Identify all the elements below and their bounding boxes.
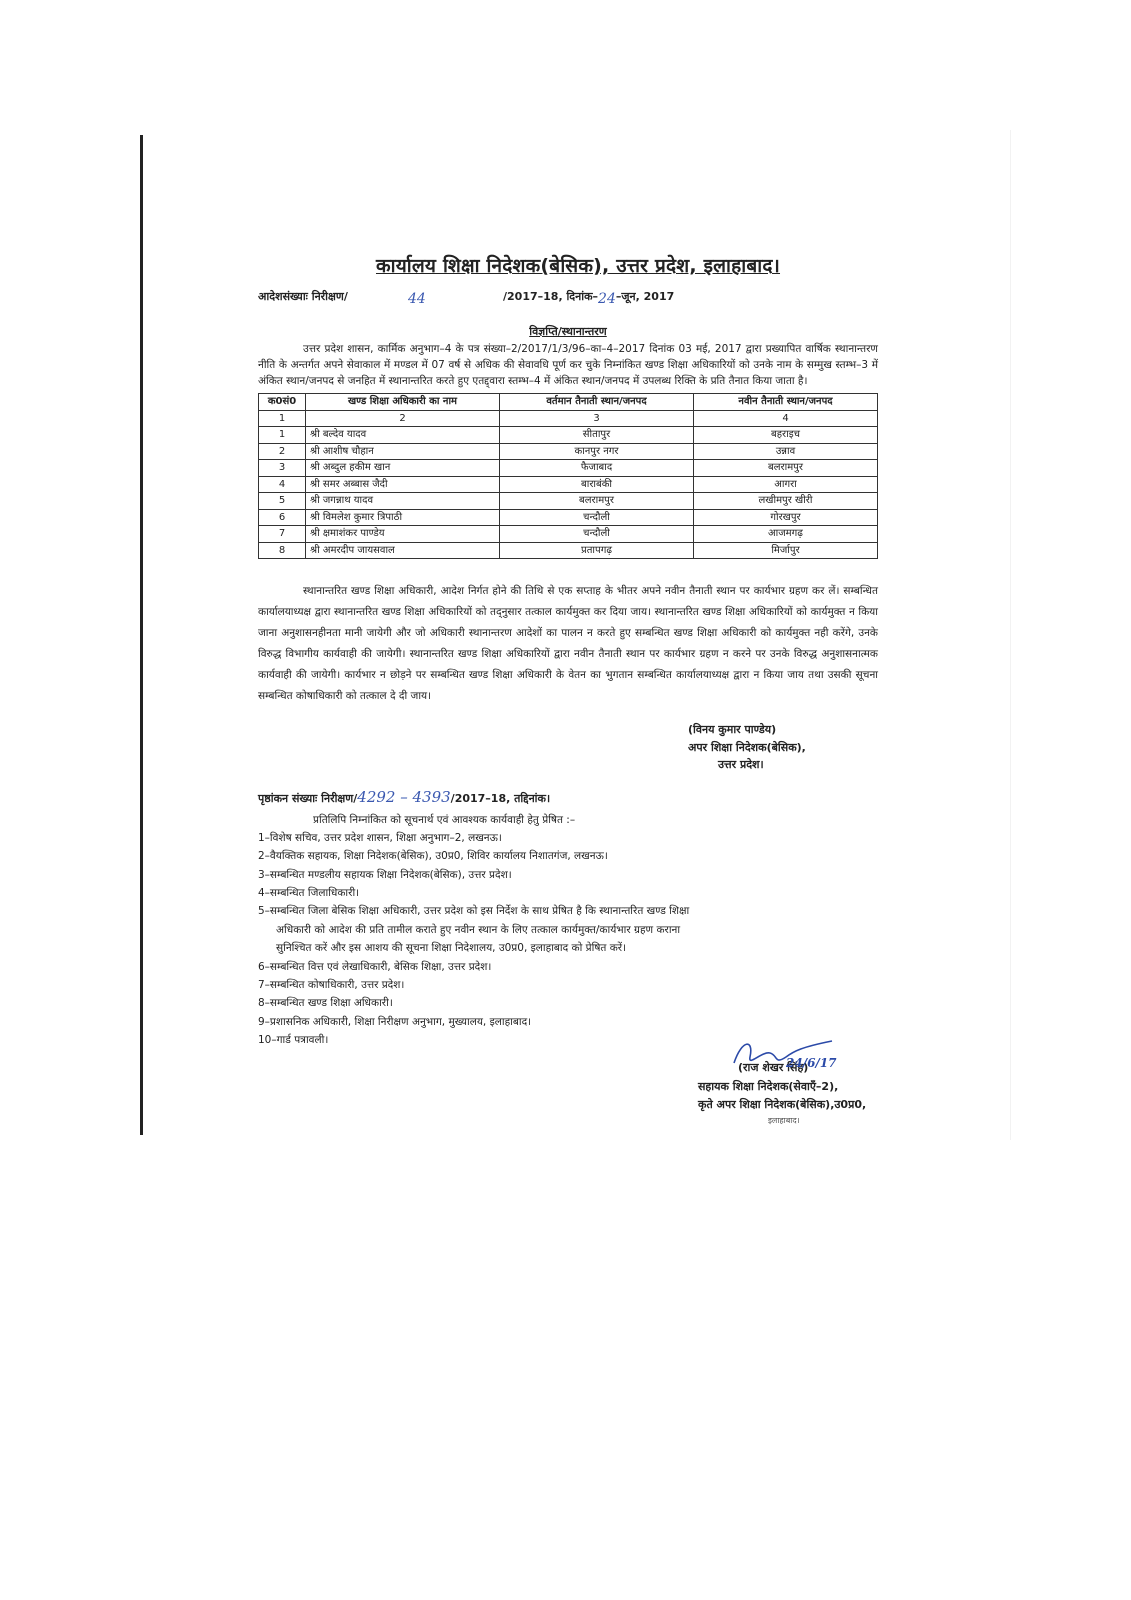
scan-edge-right (1010, 130, 1011, 1140)
cell-serial: 2 (259, 443, 306, 460)
endorsement-number: 4292 – 4393 (357, 788, 451, 807)
table-row (259, 460, 878, 477)
cell-new-posting: गोरखपुर (694, 509, 878, 526)
table-row (259, 542, 878, 559)
cell-serial: 1 (259, 427, 306, 444)
list-item: 4–सम्बन्धित जिलाधिकारी। (258, 887, 360, 900)
column-number: 1 (259, 410, 306, 427)
intro-paragraph: उत्तर प्रदेश शासन, कार्मिक अनुभाग–4 के पत्र संख्या–2/2017/1/3/96–का–4–2017 दिनांक 03 मई, 2017 द्वारा प्रख्यापित वार्षिक स्थानान्तरण नीति के अन्तर्गत अपने सेवाकाल में मण्डल में 07 वर्ष से अधिक की सेवावधि पूर्ण कर चुके निम्नांकित खण्ड शिक्षा अधिकारियों को उनके नाम के सम्मुख स्तम्भ–3 में अंकित स्थान/जनपद से जनहित में स्थानान्तरित करते हुए एतद्द्वारा स्तम्भ–4 में अंकित स्थान/जनपद में उपलब्ध रिक्ति के प्रति तैनात किया जाता है। (258, 343, 878, 387)
cell-current-posting: कानपुर नगर (500, 443, 694, 460)
cell-officer-name: श्री जगन्नाथ यादव (306, 493, 500, 510)
table-row (259, 509, 878, 526)
signatory-name: (राज शेखर सिंह) (738, 1061, 809, 1075)
office-title: कार्यालय शिक्षा निदेशक(बेसिक), उत्तर प्रदेश, इलाहाबाद। (375, 255, 781, 277)
list-item: 8–सम्बन्धित खण्ड शिक्षा अधिकारी। (258, 997, 393, 1010)
cell-officer-name: श्री अमरदीप जायसवाल (306, 542, 500, 559)
copy-distribution-list (258, 811, 878, 1050)
cell-officer-name: श्री क्षमाशंकर पाण्डेय (306, 526, 500, 543)
signature-block-director (688, 721, 878, 774)
header-serial: क0सं0 (259, 394, 306, 411)
list-item: 10–गार्ड पत्रावली। (258, 1034, 329, 1047)
column-number: 4 (694, 410, 878, 427)
column-number: 2 (306, 410, 500, 427)
list-item: 5–सम्बन्धित जिला बेसिक शिक्षा अधिकारी, उत्तर प्रदेश को इस निर्देश के साथ प्रेषित है कि स्थानान्तरित खण्ड शिक्षा (258, 905, 690, 918)
cell-current-posting: फैजाबाद (500, 460, 694, 477)
signatory-name: (विनय कुमार पाण्डेय) (688, 723, 777, 737)
signatory-designation: अपर शिक्षा निदेशक(बेसिक), (688, 740, 806, 754)
cell-serial: 6 (259, 509, 306, 526)
cell-new-posting: बलरामपुर (694, 460, 878, 477)
cell-serial: 8 (259, 542, 306, 559)
signature-date: 24/6/17 (786, 1056, 837, 1071)
document-page (258, 252, 878, 1127)
cell-officer-name: श्री समर अब्बास जैदी (306, 476, 500, 493)
signature-block-assistant (698, 1056, 878, 1127)
list-item: 7–सम्बन्धित कोषाधिकारी, उत्तर प्रदेश। (258, 978, 405, 991)
order-day: 24 (598, 290, 616, 307)
table-column-number-row (259, 410, 878, 427)
cell-officer-name: श्री विमलेश कुमार त्रिपाठी (306, 509, 500, 526)
cell-officer-name: श्री अब्दुल हकीम खान (306, 460, 500, 477)
cell-officer-name: श्री बल्देव यादव (306, 427, 500, 444)
cell-serial: 4 (259, 476, 306, 493)
cell-new-posting: लखीमपुर खीरी (694, 493, 878, 510)
signatory-place: इलाहाबाद। (768, 1115, 800, 1125)
table-row (259, 526, 878, 543)
table-row (259, 476, 878, 493)
cell-new-posting: आजमगढ़ (694, 526, 878, 543)
order-number: 44 (408, 290, 426, 307)
handwritten-signature-icon (728, 1033, 838, 1073)
cell-serial: 5 (259, 493, 306, 510)
cell-serial: 7 (259, 526, 306, 543)
order-month: –जून, 2017 (615, 289, 675, 303)
signatory-place: उत्तर प्रदेश। (718, 758, 764, 772)
endorsement-line (258, 786, 878, 809)
order-suffix: /2017–18, दिनांक– (503, 289, 599, 303)
list-item: 9–प्रशासनिक अधिकारी, शिक्षा निरीक्षण अनुभाग, मुख्यालय, इलाहाबाद। (258, 1015, 532, 1028)
header-current-posting: वर्तमान तैनाती स्थान/जनपद (500, 394, 694, 411)
list-item: 1–विशेष सचिव, उत्तर प्रदेश शासन, शिक्षा अनुभाग–2, लखनऊ। (258, 831, 502, 844)
header-new-posting: नवीन तैनाती स्थान/जनपद (694, 394, 878, 411)
transfer-table (258, 393, 878, 559)
table-header-row (259, 394, 878, 411)
table-row (259, 427, 878, 444)
cell-current-posting: चन्दौली (500, 526, 694, 543)
cell-current-posting: बाराबंकी (500, 476, 694, 493)
list-item: 6–सम्बन्धित वित्त एवं लेखाधिकारी, बेसिक शिक्षा, उत्तर प्रदेश। (258, 960, 492, 973)
cell-new-posting: आगरा (694, 476, 878, 493)
endorsement-suffix: /2017–18, तद्दिनांक। (450, 792, 551, 806)
cell-current-posting: चन्दौली (500, 509, 694, 526)
cell-new-posting: मिर्जापुर (694, 542, 878, 559)
instructions-paragraph: स्थानान्तरित खण्ड शिक्षा अधिकारी, आदेश निर्गत होने की तिथि से एक सप्ताह के भीतर अपने नवीन तैनाती स्थान पर कार्यभार ग्रहण कर लें। सम्बन्धित कार्यालयाध्यक्ष द्वारा स्थानान्तरित खण्ड शिक्षा अधिकारियों को तद्नुसार तत्काल कार्यमुक्त कर दिया जाय। स्थानान्तरित खण्ड शिक्षा अधिकारियों को कार्यमुक्त न किया जाना अनुशासनहीनता मानी जायेगी और जो अधिकारी स्थानान्तरण आदेशों का पालन न करते हुए सम्बन्धित खण्ड शिक्षा अधिकारी को कार्यमुक्त नही करेंगे, उनके विरुद्ध विभागीय कार्यवाही की जायेगी। स्थानान्तरित खण्ड शिक्षा अधिकारियों द्वारा नवीन तैनाती स्थान पर कार्यभार ग्रहण न करने पर उनके विरुद्ध अनुशासनात्मक कार्यवाही की जायेगी। कार्यभार न छोड़ने पर सम्बन्धित खण्ड शिक्षा अधिकारी के वेतन का भुगतान सम्बन्धित कार्यालयाध्यक्ष द्वारा न किया जाय तथा उसकी सूचना सम्बन्धित कोषाधिकारी को तत्काल दे दी जाय। (258, 585, 878, 703)
list-item: 2–वैयक्तिक सहायक, शिक्षा निदेशक(बेसिक), उ0प्र0, शिविर कार्यालय निशातगंज, लखनऊ। (258, 850, 608, 863)
table-row (259, 443, 878, 460)
cell-current-posting: प्रतापगढ़ (500, 542, 694, 559)
table-row (259, 493, 878, 510)
list-item-continuation: सुनिश्चित करें और इस आशय की सूचना शिक्षा निदेशालय, उ0प्र0, इलाहाबाद को प्रेषित करें। (276, 942, 627, 955)
signatory-designation: सहायक शिक्षा निदेशक(सेवाएँ–2), (698, 1079, 839, 1093)
cell-officer-name: श्री आशीष चौहान (306, 443, 500, 460)
order-label: आदेशसंख्याः निरीक्षण/ (258, 289, 348, 303)
cell-serial: 3 (259, 460, 306, 477)
subject-heading: विज्ञप्ति/स्थानान्तरण (529, 324, 607, 338)
list-item-continuation: अधिकारी को आदेश की प्रति तामील कराते हुए नवीन स्थान के लिए तत्काल कार्यमुक्त/कार्यभार ग्रहण कराना (276, 923, 681, 936)
endorsement-label: पृष्ठांकन संख्याः निरीक्षण/ (258, 792, 358, 806)
cell-new-posting: बहराइच (694, 427, 878, 444)
header-officer-name: खण्ड शिक्षा अधिकारी का नाम (306, 394, 500, 411)
cell-new-posting: उन्नाव (694, 443, 878, 460)
order-number-line (258, 289, 878, 310)
cell-current-posting: बलरामपुर (500, 493, 694, 510)
cell-current-posting: सीतापुर (500, 427, 694, 444)
scan-edge-left (140, 135, 143, 1135)
signatory-on-behalf: कृते अपर शिक्षा निदेशक(बेसिक),उ0प्र0, (698, 1097, 867, 1111)
list-item: 3–सम्बन्धित मण्डलीय सहायक शिक्षा निदेशक(बेसिक), उत्तर प्रदेश। (258, 868, 512, 881)
column-number: 3 (500, 410, 694, 427)
distribution-intro: प्रतिलिपि निम्नांकित को सूचनार्थ एवं आवश्यक कार्यवाही हेतु प्रेषित :– (313, 813, 576, 826)
